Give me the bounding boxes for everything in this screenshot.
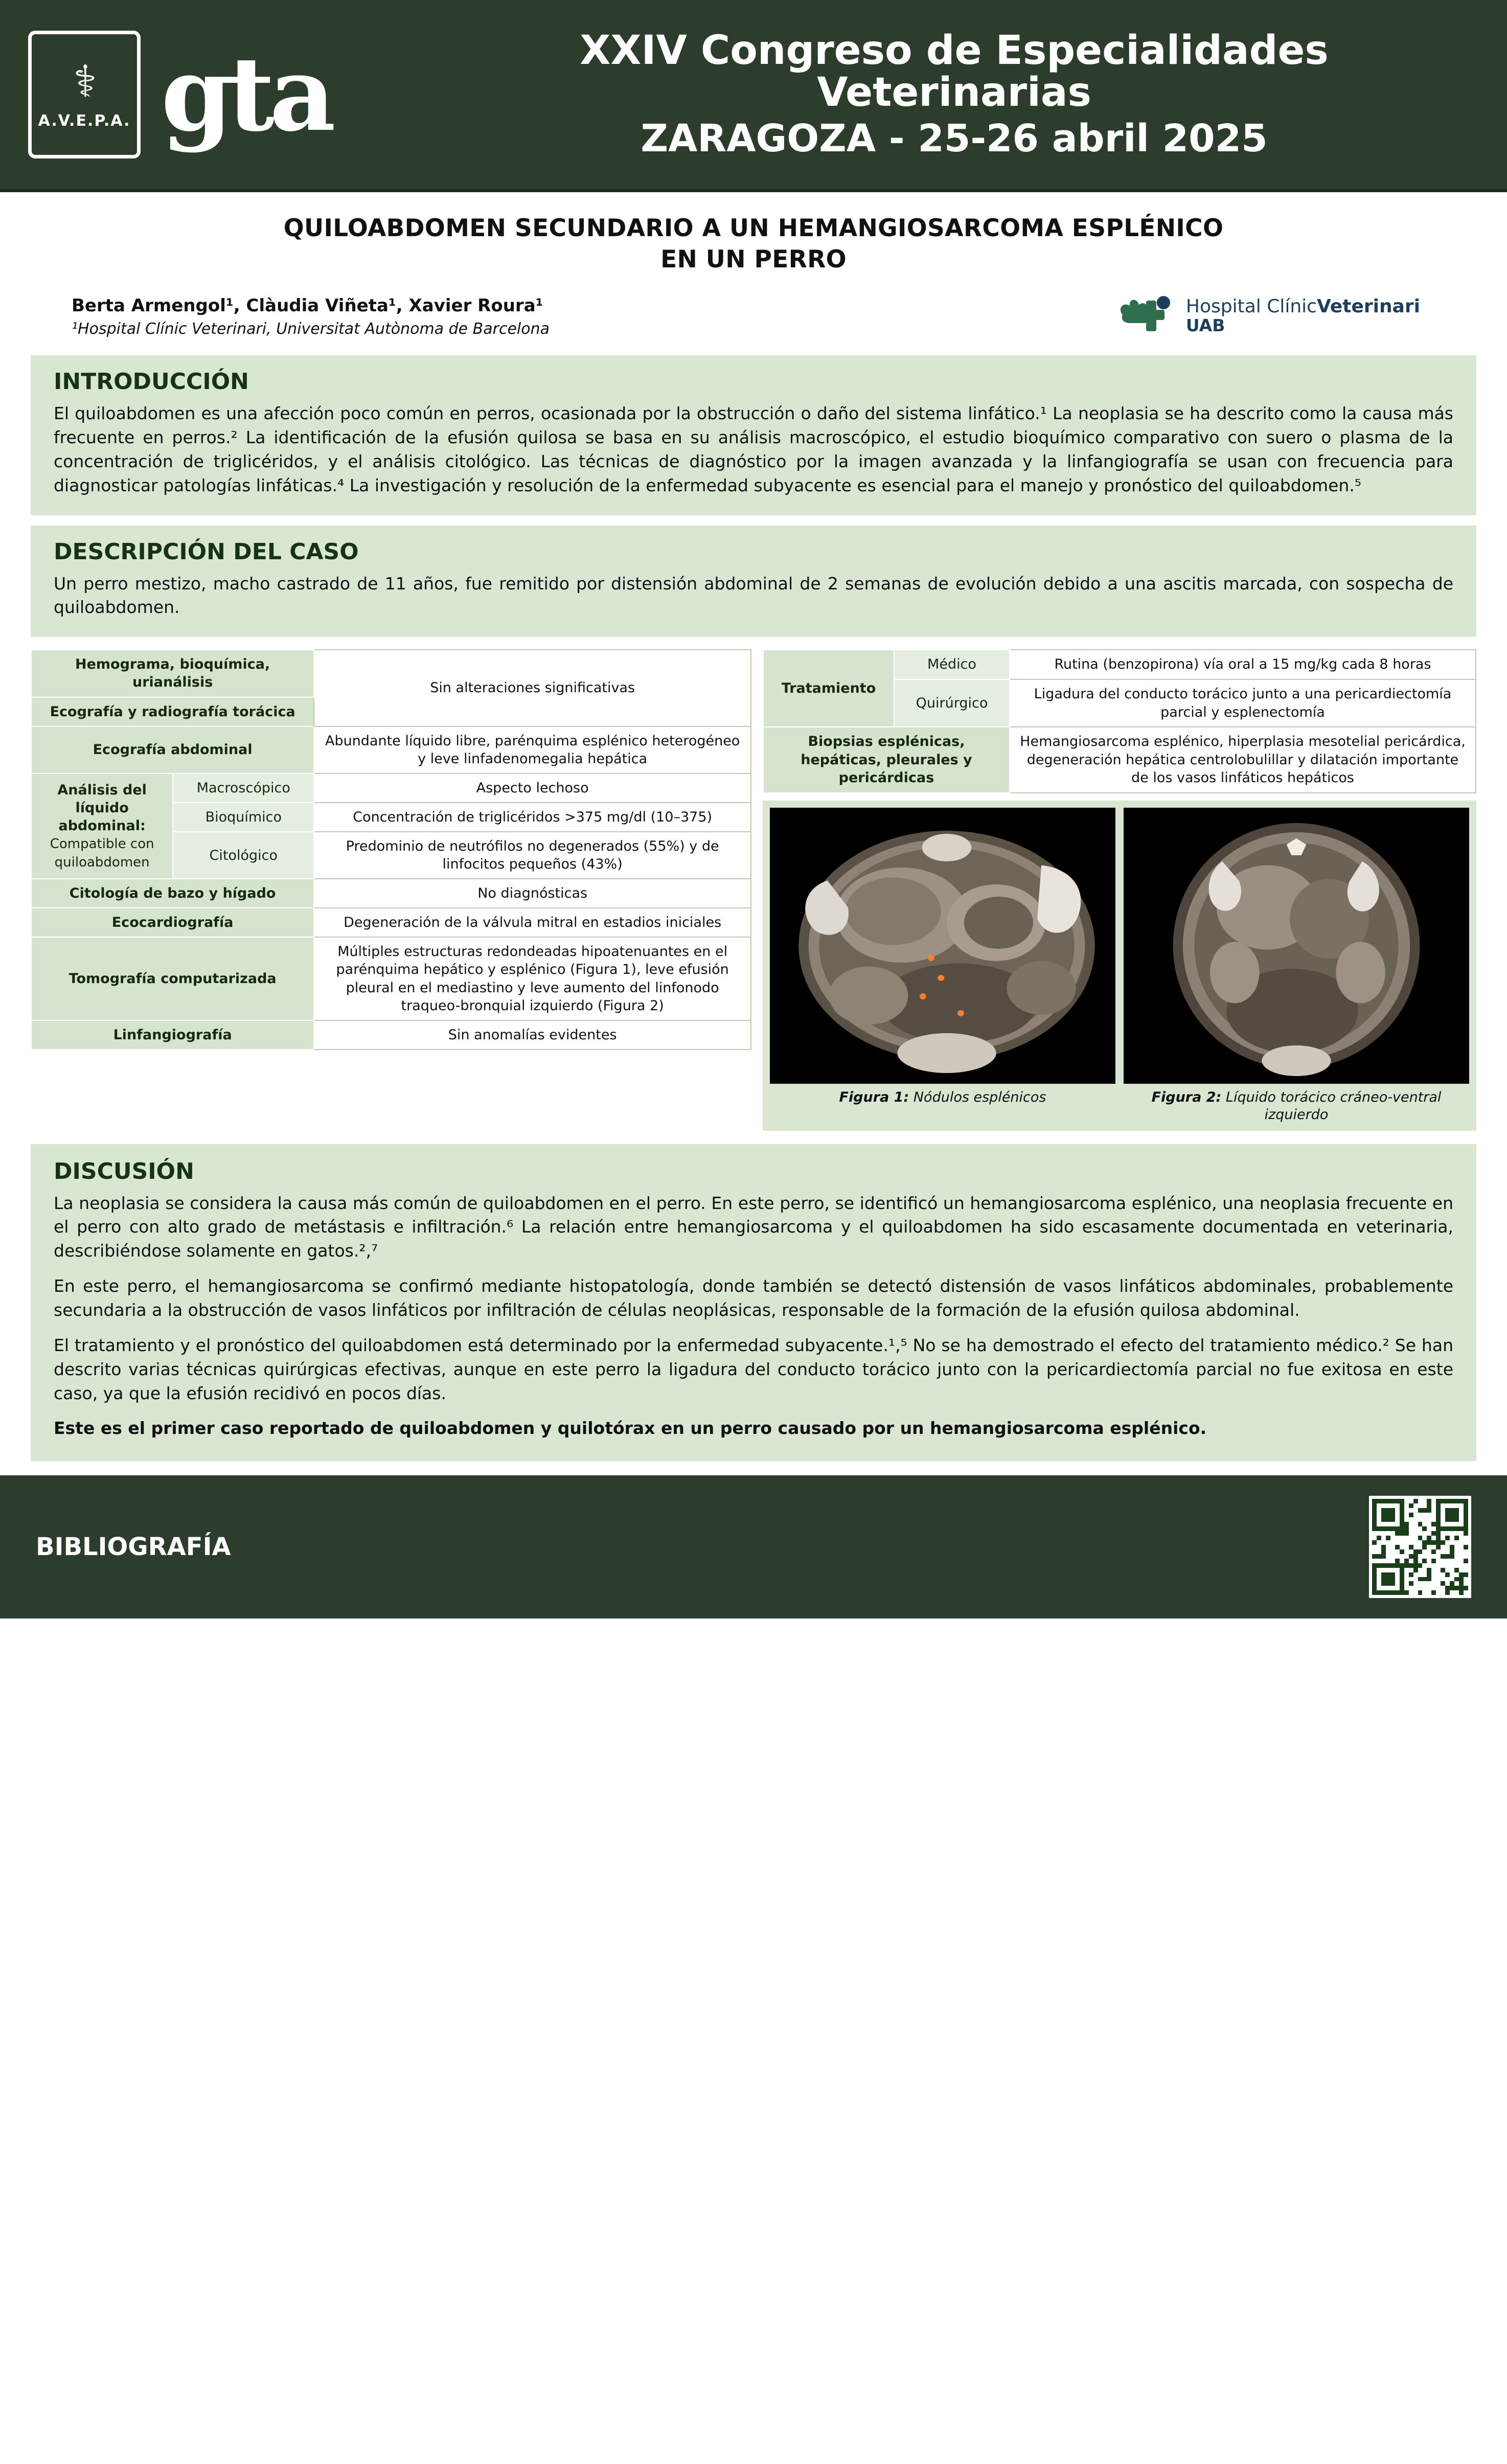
treatment-label: Tratamiento xyxy=(763,650,894,727)
descripcion-heading: DESCRIPCIÓN DEL CASO xyxy=(54,538,359,565)
hospital-name-bold: Veterinari xyxy=(1316,295,1420,317)
table-row xyxy=(763,727,1476,793)
biopsy-label: Biopsias esplénicas, hepáticas, pleurales y pericárdicas xyxy=(763,727,1010,793)
banner-logos xyxy=(0,31,437,158)
findings-label-citologia: Citología de bazo y hígado xyxy=(31,879,314,908)
findings-value-linfangiografia: Sin anomalías evidentes xyxy=(314,1020,751,1050)
table-row xyxy=(31,650,751,697)
author-names: Berta Armengol¹, Clàudia Viñeta¹, Xavier Roura¹ xyxy=(72,295,543,316)
findings-label-tomografia: Tomografía computarizada xyxy=(31,937,314,1020)
figure-2-box xyxy=(1124,808,1469,1124)
figures-row xyxy=(763,801,1476,1131)
descripcion-body: Un perro mestizo, macho castrado de 11 años, fue remitido por distensión abdominal de 2 semanas de evolución debido a una ascitis marcada, con sospecha de quiloabdomen. xyxy=(54,573,1453,618)
treatment-sublabel-quirurgico: Quirúrgico xyxy=(894,679,1010,727)
banner-text xyxy=(437,28,1507,161)
paw-cross-icon xyxy=(1114,291,1176,340)
hospital-logo-text xyxy=(1186,296,1420,335)
figure-1-box xyxy=(770,808,1115,1124)
biopsy-value: Hemangiosarcoma esplénico, hiperplasia mesotelial pericárdica, degeneración hepática centrolobulillar y dilatación importante de los vasos linfáticos hepáticos xyxy=(1010,727,1476,793)
discusion-conclusion: Este es el primer caso reportado de quiloabdomen y quilotórax en un perro causado por un hemangiosarcoma esplénico. xyxy=(54,1418,1207,1439)
findings-label-ecografia-abdominal: Ecografía abdominal xyxy=(31,726,314,773)
findings-label-linfangiografia: Linfangiografía xyxy=(31,1020,314,1050)
treatment-sublabel-medico: Médico xyxy=(894,650,1010,679)
treatment-table xyxy=(763,649,1476,793)
findings-value-ecocardiografia: Degeneración de la válvula mitral en estadios iniciales xyxy=(314,908,751,937)
case-findings-area xyxy=(31,649,1476,1130)
table-row xyxy=(31,879,751,908)
qr-code-icon[interactable] xyxy=(1369,1496,1471,1598)
findings-value-citologia: No diagnósticas xyxy=(314,879,751,908)
discusion-paragraph-3: El tratamiento y el pronóstico del quiloabdomen está determinado por la enfermedad subyacente.¹,⁵ No se ha demostrado el efecto del tratamiento médico.² Se han descrito varias técnicas quirúrgicas efectivas, aunque en este perro la ligadura del conducto torácico junto con la pericardiectomía parcial no fue exitosa en este caso, ya que la efusión recidivó en pocos días. xyxy=(54,1335,1453,1403)
page-title-line2: EN UN PERRO xyxy=(660,245,847,274)
treatment-and-figures xyxy=(763,649,1476,1130)
findings-value-bioquimico: Concentración de triglicéridos >375 mg/dl (10–375) xyxy=(314,803,751,832)
hospital-clinic-logo xyxy=(1114,291,1435,340)
table-row xyxy=(31,1020,751,1050)
findings-label-ecocardiografia: Ecocardiografía xyxy=(31,908,314,937)
findings-label-hemograma: Hemograma, bioquímica, urianálisis xyxy=(31,650,314,697)
analisis-liquido-main: Análisis del líquido abdominal: xyxy=(57,782,147,834)
figure-2-text: Líquido torácico cráneo-ventral izquierdo xyxy=(1221,1089,1442,1123)
ct-scan-image-2 xyxy=(1124,808,1469,1084)
figure-1-text: Nódulos esplénicos xyxy=(909,1089,1046,1106)
findings-label-analisis-liquido xyxy=(31,773,173,879)
findings-value-sin-alteraciones: Sin alteraciones significativas xyxy=(314,650,751,726)
treatment-value-medico: Rutina (benzopirona) vía oral a 15 mg/kg cada 8 horas xyxy=(1010,650,1476,679)
findings-value-citologico: Predominio de neutrófilos no degenerados (55%) y de linfocitos pequeños (43%) xyxy=(314,832,751,879)
figure-1-label: Figura 1: xyxy=(839,1089,909,1106)
hospital-logo-line2: UAB xyxy=(1185,315,1225,336)
hospital-logo-line1 xyxy=(1186,296,1420,317)
section-introduccion xyxy=(31,355,1476,515)
bibliografia-heading: BIBLIOGRAFÍA xyxy=(36,1533,231,1562)
section-bibliografia xyxy=(0,1475,1507,1618)
figure-1-caption xyxy=(770,1084,1115,1106)
figure-2-label: Figura 2: xyxy=(1151,1089,1222,1106)
table-row xyxy=(763,650,1476,679)
avepa-mark-icon: ⚕ xyxy=(73,56,96,107)
authors-row xyxy=(61,295,1446,340)
page-title xyxy=(61,213,1446,275)
findings-label-ecografia-radiografia: Ecografía y radiografía torácica xyxy=(31,697,314,726)
avepa-logo xyxy=(28,31,141,158)
discusion-body xyxy=(54,1192,1453,1441)
discusion-paragraph-1: La neoplasia se considera la causa más común de quiloabdomen en el perro. En este perro, se identificó un hemangiosarcoma esplénico, una neoplasia frecuente en el perro con alto grado de metástasis e infiltración.⁶ La relación entre hemangiosarcoma y el quiloabdomen ha sido escasamente documentada en veterinaria, describiéndose solamente en gatos.²,⁷ xyxy=(54,1193,1453,1261)
congress-banner xyxy=(0,0,1507,192)
section-discusion xyxy=(31,1144,1476,1462)
table-row xyxy=(31,937,751,1020)
findings-value-macroscopico: Aspecto lechoso xyxy=(314,773,751,803)
ct-scan-image-1 xyxy=(770,808,1115,1084)
authors-block xyxy=(72,295,1114,338)
table-row xyxy=(31,908,751,937)
section-descripcion-caso xyxy=(31,526,1476,637)
findings-table xyxy=(31,649,751,1050)
title-block xyxy=(0,192,1507,345)
findings-sublabel-macroscopico: Macroscópico xyxy=(173,773,314,803)
table-row xyxy=(31,726,751,773)
findings-sublabel-bioquimico: Bioquímico xyxy=(173,803,314,832)
treatment-value-quirurgico: Ligadura del conducto torácico junto a una pericardiectomía parcial y esplenectomía xyxy=(1010,679,1476,727)
introduccion-heading: INTRODUCCIÓN xyxy=(54,369,249,395)
analisis-liquido-sub: Compatible con quiloabdomen xyxy=(50,836,154,870)
gta-logo: gta xyxy=(161,34,331,154)
avepa-label: A.V.E.P.A. xyxy=(38,111,131,130)
findings-value-tomografia: Múltiples estructuras redondeadas hipoatenuantes en el parénquima hepático y esplénico (Figura 1), leve efusión pleural en el mediastino y leve aumento del linfonodo traqueo-bronquial izquierdo (Figura 2) xyxy=(314,937,751,1020)
findings-sublabel-citologico: Citológico xyxy=(173,832,314,879)
figure-2-caption xyxy=(1124,1084,1469,1124)
congress-location-date: ZARAGOZA - 25-26 abril 2025 xyxy=(641,117,1268,161)
discusion-heading: DISCUSIÓN xyxy=(54,1158,194,1184)
discusion-paragraph-2: En este perro, el hemangiosarcoma se confirmó mediante histopatología, donde también se detectó distensión de vasos linfáticos abdominales, probablemente secundaria a la obstrucción de vasos linfáticos por infiltración de células neoplásicas, responsable de la formación de la efusión quilosa abdominal. xyxy=(54,1276,1453,1320)
table-row xyxy=(31,773,751,803)
hospital-name-regular: Hospital Clínic xyxy=(1185,295,1317,317)
author-affiliation: ¹Hospital Clínic Veterinari, Universitat Autònoma de Barcelona xyxy=(72,320,550,338)
findings-value-ecografia-abdominal: Abundante líquido libre, parénquima esplénico heterogéneo y leve linfadenomegalia hepática xyxy=(314,726,751,773)
congress-title: XXIV Congreso de Especialidades Veterinarias xyxy=(580,28,1329,116)
page-title-line1: QUILOABDOMEN SECUNDARIO A UN HEMANGIOSARCOMA ESPLÉNICO xyxy=(283,214,1224,242)
introduccion-body: El quiloabdomen es una afección poco común en perros, ocasionada por la obstrucción o daño del sistema linfático.¹ La neoplasia se ha descrito como la causa más frecuente en perros.² La identificación de la efusión quilosa se basa en su análisis macroscópico, el estudio bioquímico comparativo con suero o plasma de la concentración de triglicéridos, y el análisis citológico. Las técnicas de diagnóstico por la imagen avanzada y la linfangiografía se usan con frecuencia para diagnosticar patologías linfáticas.⁴ La investigación y resolución de la enfermedad subyacente es esencial para el manejo y pronóstico del quiloabdomen.⁵ xyxy=(54,403,1453,495)
